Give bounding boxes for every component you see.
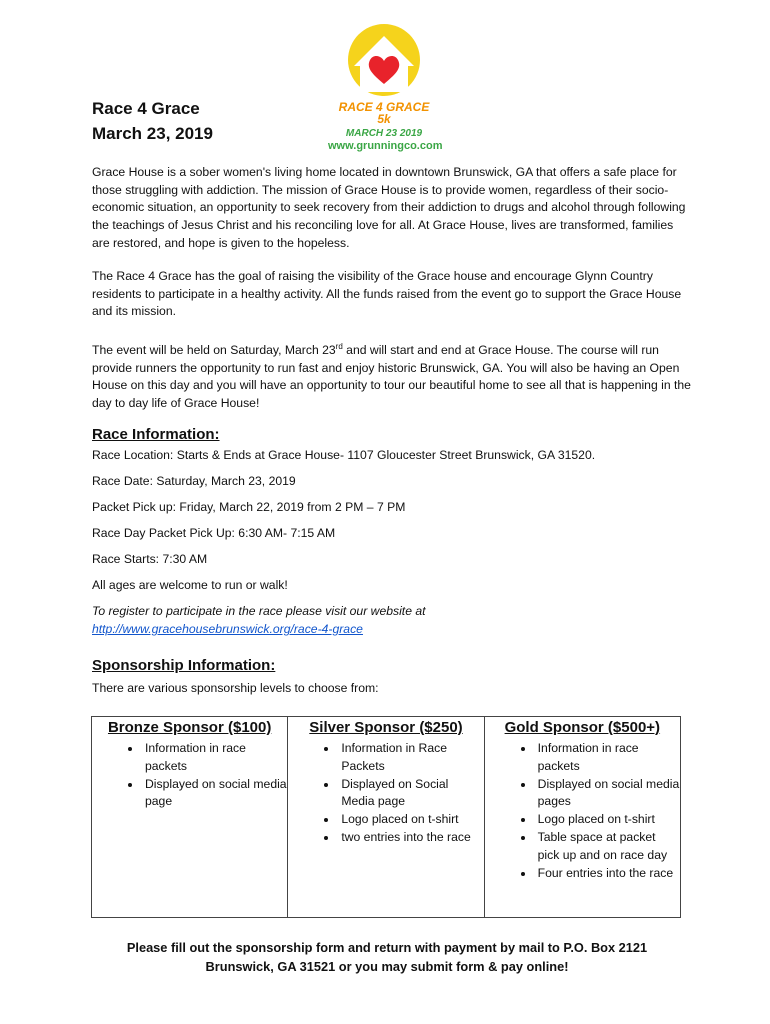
logo-date-text: MARCH 23 2019 bbox=[345, 128, 423, 139]
bronze-sponsor-heading: Bronze Sponsor ($100) bbox=[107, 719, 272, 736]
gold-sponsor-column bbox=[484, 717, 680, 918]
intro-paragraph-2: The Race 4 Grace has the goal of raising the visibility of the Grace house and encourage Glynn Country residents to participate in a healthy activity. All the funds raised from the event go to support the Grace House and its mission. bbox=[92, 269, 682, 319]
list-item: • Logo placed on t-shirt bbox=[338, 811, 483, 829]
list-item: • Four entries into the race bbox=[535, 865, 680, 883]
silver-sponsor-column bbox=[288, 717, 484, 918]
list-item: • Information in race packets bbox=[142, 740, 287, 776]
footer-line-1: Please fill out the sponsorship form and return with payment by mail to P.O. Box 2121 bbox=[126, 940, 648, 955]
footer-line-2: Brunswick, GA 31521 or you may submit form & pay online! bbox=[205, 959, 569, 974]
register-link[interactable]: http://www.gracehousebrunswick.org/race-4-grace bbox=[92, 622, 363, 636]
p3-superscript: rd bbox=[335, 342, 343, 351]
sponsorship-intro: There are various sponsorship levels to choose from: bbox=[92, 681, 379, 695]
race-logo bbox=[328, 22, 443, 157]
list-item: • Information in race packets bbox=[535, 740, 680, 776]
p3-text-b: and will start and end at Grace House. The course will run provide runners the opportunity to run fast and enjoy historic Brunswick, GA. You will also be having an Open House on this day and you will have an opportunity to tour our beautiful home to see all that is happening in the day to day life of Grace House! bbox=[92, 343, 691, 411]
register-text: To register to participate in the race please visit our website at bbox=[92, 604, 426, 618]
footer-instructions bbox=[92, 938, 682, 976]
intro-paragraph-3 bbox=[92, 338, 692, 413]
race-location: Race Location: Starts & Ends at Grace House- 1107 Gloucester Street Brunswick, GA 31520. bbox=[92, 448, 596, 462]
list-item: • Table space at packet pick up and on race day bbox=[535, 829, 680, 865]
silver-sponsor-heading: Silver Sponsor ($250) bbox=[309, 719, 463, 736]
intro-paragraph-1: Grace House is a sober women's living home located in downtown Brunswick, GA that offers a safe place for those struggling with addiction. The mission of Grace House is to provide women, regardless of their socio-economic situation, an opportunity to seek recovery from their addiction to drugs and alcohol through following the teachings of Jesus Christ and his reconciling love for all. At Grace House, lives are transformed, families are restored, and hope is given to the hopeless. bbox=[92, 165, 686, 250]
title-line-name: Race 4 Grace bbox=[92, 99, 200, 118]
house-heart-icon bbox=[328, 22, 440, 102]
packet-pickup: Packet Pick up: Friday, March 22, 2019 from 2 PM – 7 PM bbox=[92, 500, 406, 514]
page-title bbox=[92, 96, 213, 146]
list-item: • Information in Race Packets bbox=[338, 740, 483, 776]
race-day-packet-pickup: Race Day Packet Pick Up: 6:30 AM- 7:15 AM bbox=[92, 526, 336, 540]
list-item: • Displayed on Social Media page bbox=[338, 776, 483, 812]
race-start-time: Race Starts: 7:30 AM bbox=[92, 552, 208, 566]
list-item: • Displayed on social media pages bbox=[535, 776, 680, 812]
race-info-heading: Race Information: bbox=[92, 426, 220, 443]
race-date: Race Date: Saturday, March 23, 2019 bbox=[92, 474, 296, 488]
p3-text-a: The event will be held on Saturday, March 23 bbox=[92, 343, 336, 358]
list-item: • Logo placed on t-shirt bbox=[535, 811, 680, 829]
sponsorship-heading: Sponsorship Information: bbox=[92, 657, 276, 674]
list-item: • two entries into the race bbox=[338, 829, 483, 847]
gold-sponsor-heading: Gold Sponsor ($500+) bbox=[504, 719, 661, 736]
logo-5k-text: 5k bbox=[377, 112, 391, 126]
title-line-date: March 23, 2019 bbox=[92, 124, 213, 143]
bronze-sponsor-column bbox=[92, 717, 288, 918]
list-item: • Displayed on social media page bbox=[142, 776, 287, 812]
sponsorship-table bbox=[91, 716, 681, 918]
logo-race-text: RACE 4 GRACE bbox=[338, 100, 430, 114]
ages-welcome: All ages are welcome to run or walk! bbox=[92, 578, 288, 592]
logo-website-text: www.grunningco.com bbox=[328, 140, 443, 152]
